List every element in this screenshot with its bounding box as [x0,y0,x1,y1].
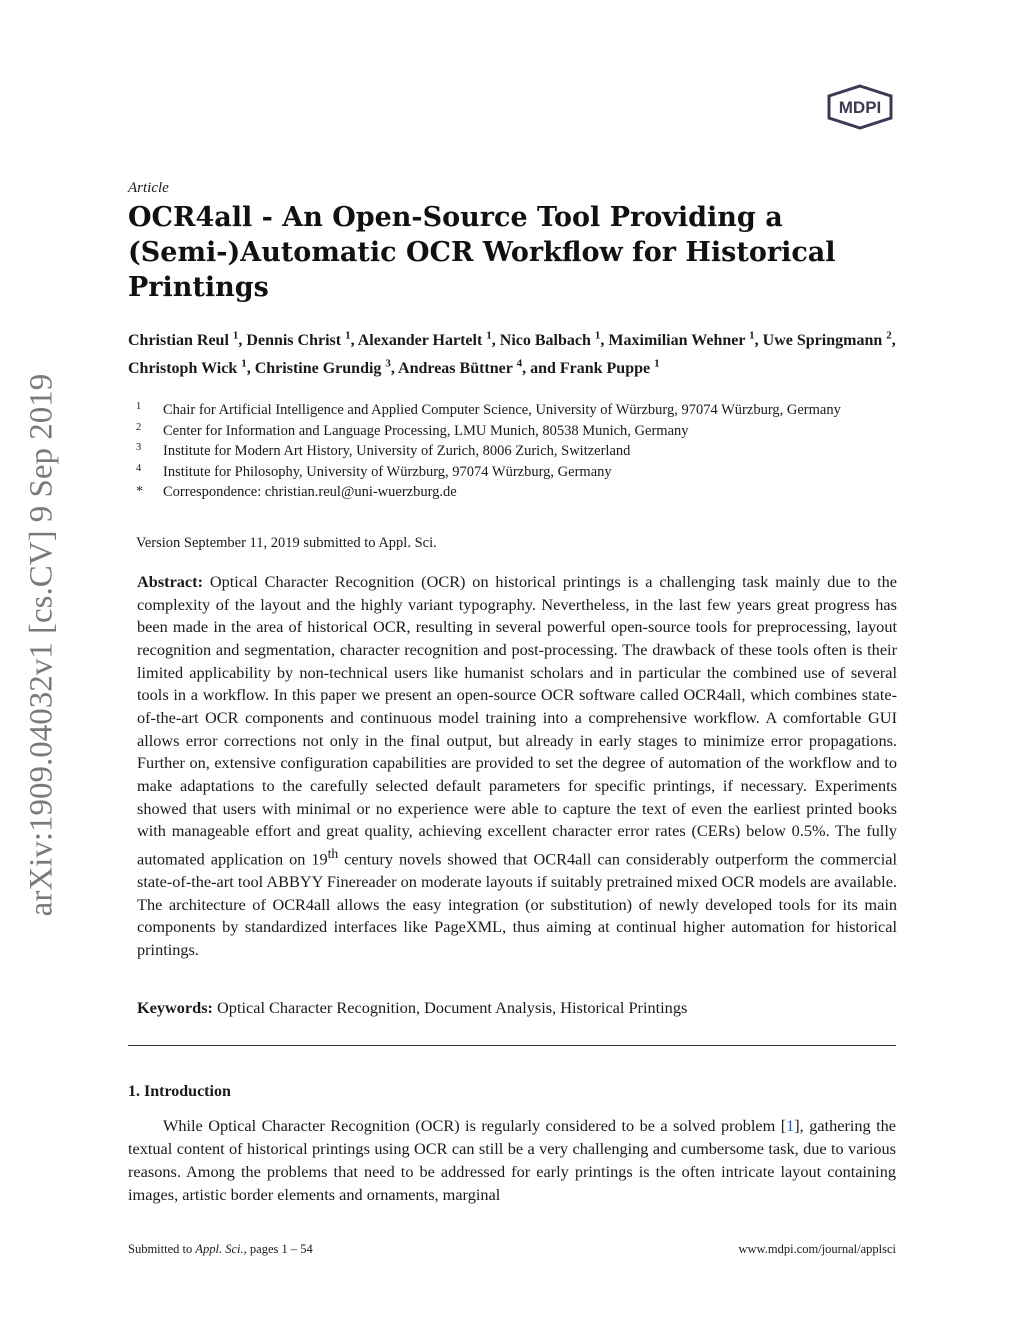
intro-paragraph: While Optical Character Recognition (OCR) is regularly considered to be a solved problem [1], gathering the textual content of historical printings using OCR can still be a very challenging and cumbersome task, due to various reasons. Among the problems that need to be addressed for early printings is the often intricate layout containing images, artistic border elements and ornaments, marginal [128,1116,896,1205]
paper-title: OCR4all - An Open-Source Tool Providing a (Semi-)Automatic OCR Workflow for Historical Printings [128,202,836,303]
divider [128,1045,896,1046]
abstract-label: Abstract: [137,572,204,591]
author: Uwe Springmann $^2$, [762,330,896,350]
author: Nico Balbach $^1$, [499,330,609,350]
author: Maximilian Wehner $^1$, [608,330,763,350]
author: Christoph Wick $^1$, [128,357,255,377]
mdpi-logo-icon [825,84,895,130]
footer-submission: Submitted to Appl. Sci., pages 1 – 54 [128,1242,313,1256]
author: Christian Reul $^1$, [128,330,247,350]
affiliation-item: 3 Institute for Modern Art History, University of Zurich, 8006 Zurich, Switzerland [136,442,631,459]
author: Alexander Hartelt $^1$, [357,330,500,350]
arxiv-stamp-text: arXiv:1909.04032v1 [cs.CV] 9 Sep 2019 [23,373,60,917]
arxiv-stamp [22,360,62,930]
author: Christine Grundig $^3$, [254,357,399,377]
affiliation-list [136,400,896,503]
author-list [128,325,898,380]
mdpi-logo-text: MDPI [838,98,882,117]
author: Frank Puppe $^1$ [559,357,660,377]
affiliation-item: 1 Chair for Artificial Intelligence and Applied Computer Science, University of Würzburg, 97074 Würzburg, Germany [136,401,841,418]
abstract: Abstract: Optical Character Recognition (OCR) on historical printings is a challenging task mainly due to the complexity of the layout and the highly variant typography. Nevertheless, in the last few years great progress has been made in the area of historical OCR, resulting in several powerful open-source tools for preprocessing, layout recognition and segmentation, character recognition and post-processing. The drawback of these tools often is their limited applicability by non-technical users like humanist scholars and in particular the combined use of several tools in a workflow. In this paper we present an open-source OCR software called OCR4all, which combines state-of-the-art OCR components and continuous model training into a comprehensive workflow. A comfortable GUI allows error corrections not only in the final output, but already in early stages to minimize error propagations. Further on, extensive configuration capabilities are provided to set the degree of automation of the workflow and to make adaptations to the carefully selected default parameters for specific printings, if necessary. Experiments showed that users with minimal or no experience were able to capture the text of even the earliest printed books with manageable effort and great quality, achieving excellent character error rates (CERs) below 0.5%. The fully automated application on 19th century novels showed that OCR4all can considerably outperform the commercial state-of-the-art tool ABBYY Finereader on moderate layouts if suitably pretrained mixed OCR models are available. The architecture of OCR4all allows the easy integration (or substitution) of newly developed tools for its main components by standardized interfaces like PageXML, thus aiming at continual higher automation for historical printings. [137,572,897,959]
keywords: Keywords: Optical Character Recognition, Document Analysis, Historical Printings [137,998,688,1017]
footer-url[interactable]: www.mdpi.com/journal/applsci [738,1242,896,1256]
keywords-label: Keywords: [137,998,213,1017]
version-note: Version September 11, 2019 submitted to Appl. Sci. [136,535,437,551]
author: Dennis Christ $^1$, [246,330,358,350]
article-type-label: Article [128,180,169,196]
author: Andreas Büttner $^4$, and [398,357,560,377]
affiliation-item: 2 Center for Information and Language Processing, LMU Munich, 80538 Munich, Germany [136,421,689,439]
section-heading: 1. Introduction [128,1083,231,1100]
citation-link[interactable]: 1 [786,1116,795,1135]
correspondence: * Correspondence: christian.reul@uni-wuerzburg.de [136,484,457,500]
affiliation-item: 4 Institute for Philosophy, University of Würzburg, 97074 Würzburg, Germany [136,462,612,480]
